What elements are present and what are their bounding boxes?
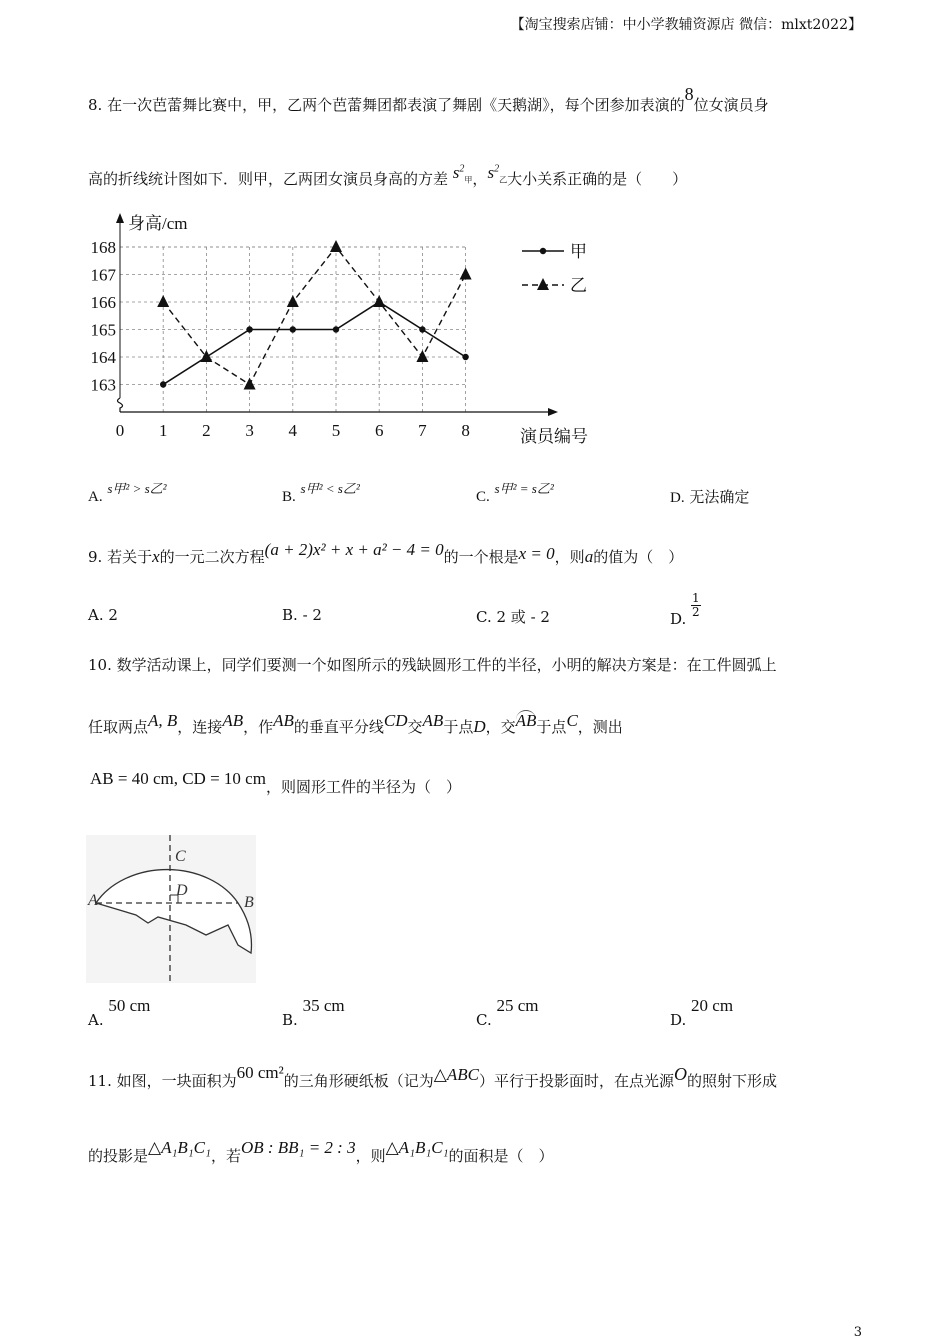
- x-tick-label: 4: [288, 421, 298, 440]
- series-point-dot: [462, 354, 468, 360]
- q10-option-a[interactable]: A. 50 cm: [88, 996, 151, 1029]
- legend-label-1: 乙: [570, 276, 587, 295]
- fig-label-c: C: [175, 848, 186, 865]
- legend-marker-triangle: [537, 278, 549, 290]
- legend-label-0: 甲: [570, 242, 587, 261]
- q11-line2: 的投影是△A₁B₁C₁，若OB : BB₁ = 2 : 3，则△A₁B₁C₁的面积是（ ）: [88, 1138, 554, 1165]
- q9-option-a[interactable]: A. 2: [88, 606, 118, 624]
- q9-option-d-fraction: $\frac{1}{2}$: [692, 591, 700, 619]
- x-tick-label: 6: [374, 421, 384, 440]
- x-tick-label: 1: [158, 421, 168, 440]
- series-point-triangle: [460, 268, 472, 280]
- series-point-dot: [290, 326, 296, 332]
- q8-option-b[interactable]: B. s甲² < s乙²: [282, 481, 360, 505]
- q10-line1: 10. 数学活动课上，同学们要测一个如图所示的残缺圆形工件的半径，小明的解决方案是：在工件圆弧上: [88, 656, 777, 674]
- series-line-0: [163, 302, 465, 385]
- q10-option-c[interactable]: C. 25 cm: [476, 996, 539, 1029]
- page-header: 【淘宝搜索店铺：中小学教辅资源店 微信：mlxt2022】: [510, 17, 862, 33]
- q8-variance-yi: $s^2_乙$: [487, 163, 508, 185]
- q11-line1: 11. 如图，一块面积为60 cm²的三角形硬纸板（记为△ABC）平行于投影面时，在点光源O的照射下形成: [88, 1063, 777, 1090]
- height-line-chart: [80, 205, 620, 445]
- y-axis-break: [118, 398, 123, 412]
- y-axis-label: 身高/cm: [128, 214, 188, 233]
- x-tick-label: 3: [245, 421, 254, 440]
- series-point-dot: [333, 326, 339, 332]
- series-point-dot: [160, 381, 166, 387]
- q8-number-8: 8: [684, 84, 694, 104]
- y-tick-label: 167: [90, 265, 116, 285]
- q8-option-a[interactable]: A. s甲² > s乙²: [88, 481, 167, 505]
- series-point-dot: [246, 326, 252, 332]
- series-line-1: [163, 247, 465, 385]
- x-tick-label: 5: [331, 421, 341, 440]
- q10-line3: AB = 40 cm, CD = 10 cm，则圆形工件的半径为（ ）: [90, 769, 461, 796]
- fig-label-d: D: [176, 882, 188, 899]
- q8-text: 高的折线统计图如下．则甲，乙两团女演员身高的方差: [88, 170, 449, 188]
- y-axis-arrow: [116, 213, 124, 223]
- y-tick-label: 164: [90, 348, 116, 367]
- broken-circle-workpiece-figure: [86, 835, 256, 983]
- q10-line2: 任取两点A, B，连接AB，作AB的垂直平分线CD交AB于点D，交AB于点C，测出: [88, 711, 623, 736]
- y-tick-label: 165: [90, 320, 116, 340]
- q8-line1: [88, 84, 769, 115]
- q9-stem: 9. 若关于x的一元二次方程(a + 2)x² + x + a² − 4 = 0的一个根是x = 0，则a的值为（ ）: [88, 540, 684, 566]
- y-tick-label: 163: [90, 375, 116, 395]
- q8-text: 8. 在一次芭蕾舞比赛中，甲，乙两个芭蕾舞团都表演了舞剧《天鹅湖》，每个团参加表演的: [88, 96, 685, 114]
- chart-legend: [522, 242, 587, 295]
- y-tick-label: 168: [90, 238, 116, 257]
- page-number: 3: [853, 1325, 862, 1340]
- q8-comma: ，: [472, 170, 488, 188]
- fig-label-b: B: [244, 894, 254, 911]
- series-point-triangle: [330, 240, 342, 252]
- q9-option-c[interactable]: C. 2 或 - 2: [476, 608, 550, 626]
- x-axis-arrow: [548, 408, 558, 416]
- x-axis-label: 演员编号: [520, 427, 588, 445]
- q8-text: 位女演员身: [693, 96, 769, 114]
- q8-text: 大小关系正确的是（ ）: [507, 170, 688, 188]
- series-point-triangle: [373, 295, 385, 307]
- q8-option-d[interactable]: D. 无法确定: [670, 488, 750, 506]
- q10-option-d[interactable]: D. 20 cm: [670, 996, 734, 1029]
- q9-option-d[interactable]: D. $\frac{1}{2}$: [670, 591, 700, 628]
- x-tick-label: 7: [418, 421, 427, 440]
- series-point-triangle: [244, 378, 256, 390]
- x-tick-label: 2: [202, 421, 211, 440]
- q10-option-b[interactable]: B. 35 cm: [282, 996, 345, 1029]
- fig-label-a: A: [88, 892, 98, 909]
- series-point-triangle: [157, 295, 169, 307]
- q8-variance-jia: $s^2_甲$: [452, 163, 473, 185]
- q8-option-c[interactable]: C. s甲² = s乙²: [476, 481, 554, 505]
- chart-series: [157, 240, 471, 390]
- x-tick-label: 0: [115, 421, 125, 440]
- series-point-dot: [419, 326, 425, 332]
- y-tick-label: 166: [90, 293, 116, 312]
- q8-line2: [88, 163, 688, 191]
- legend-marker-dot: [540, 248, 546, 254]
- series-point-triangle: [416, 350, 428, 362]
- x-tick-label: 8: [461, 421, 470, 440]
- q9-option-b[interactable]: B. - 2: [282, 606, 322, 624]
